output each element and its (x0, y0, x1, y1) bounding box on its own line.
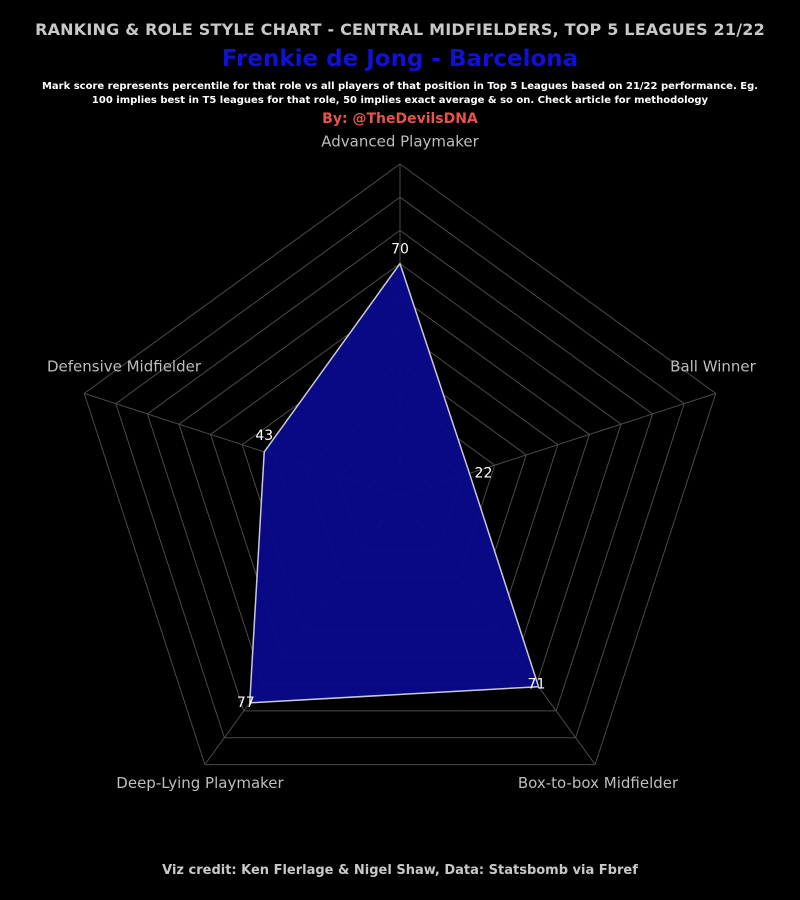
axis-label-deep-lying-playmaker: Deep-Lying Playmaker (116, 773, 284, 792)
value-label-deep-lying-playmaker: 77 (236, 694, 255, 711)
player-subtitle: Frenkie de Jong - Barcelona (221, 46, 579, 72)
chart-title: RANKING & ROLE STYLE CHART - CENTRAL MIDFIELDERS, TOP 5 LEAGUES 21/22 (35, 20, 765, 39)
viz-credit: Viz credit: Ken Flerlage & Nigel Shaw, Data: Statsbomb via Fbref (162, 863, 638, 878)
value-label-defensive-midfielder: 43 (255, 427, 274, 444)
axis-label-defensive-midfielder: Defensive Midfielder (46, 357, 202, 376)
axis-label-ball-winner: Ball Winner (670, 357, 756, 376)
player-area (250, 264, 539, 703)
axis-label-box-to-box-midfielder: Box-to-box Midfielder (517, 773, 679, 792)
author-byline: By: @TheDevilsDNA (322, 111, 478, 127)
axis-label-advanced-playmaker: Advanced Playmaker (321, 132, 479, 151)
radar-shape (250, 264, 539, 703)
methodology-note: Mark score represents percentile for that role vs all players of that position in Top 5 Leagues based on 21/22 performance. Eg. 100 implies best in T5 leagues for that role, 50 implies exact average & so on. Check article for methodology (41, 81, 759, 106)
value-label-ball-winner: 22 (474, 465, 493, 482)
value-label-advanced-playmaker: 70 (391, 241, 409, 258)
value-label-box-to-box-midfielder: 71 (527, 676, 546, 693)
